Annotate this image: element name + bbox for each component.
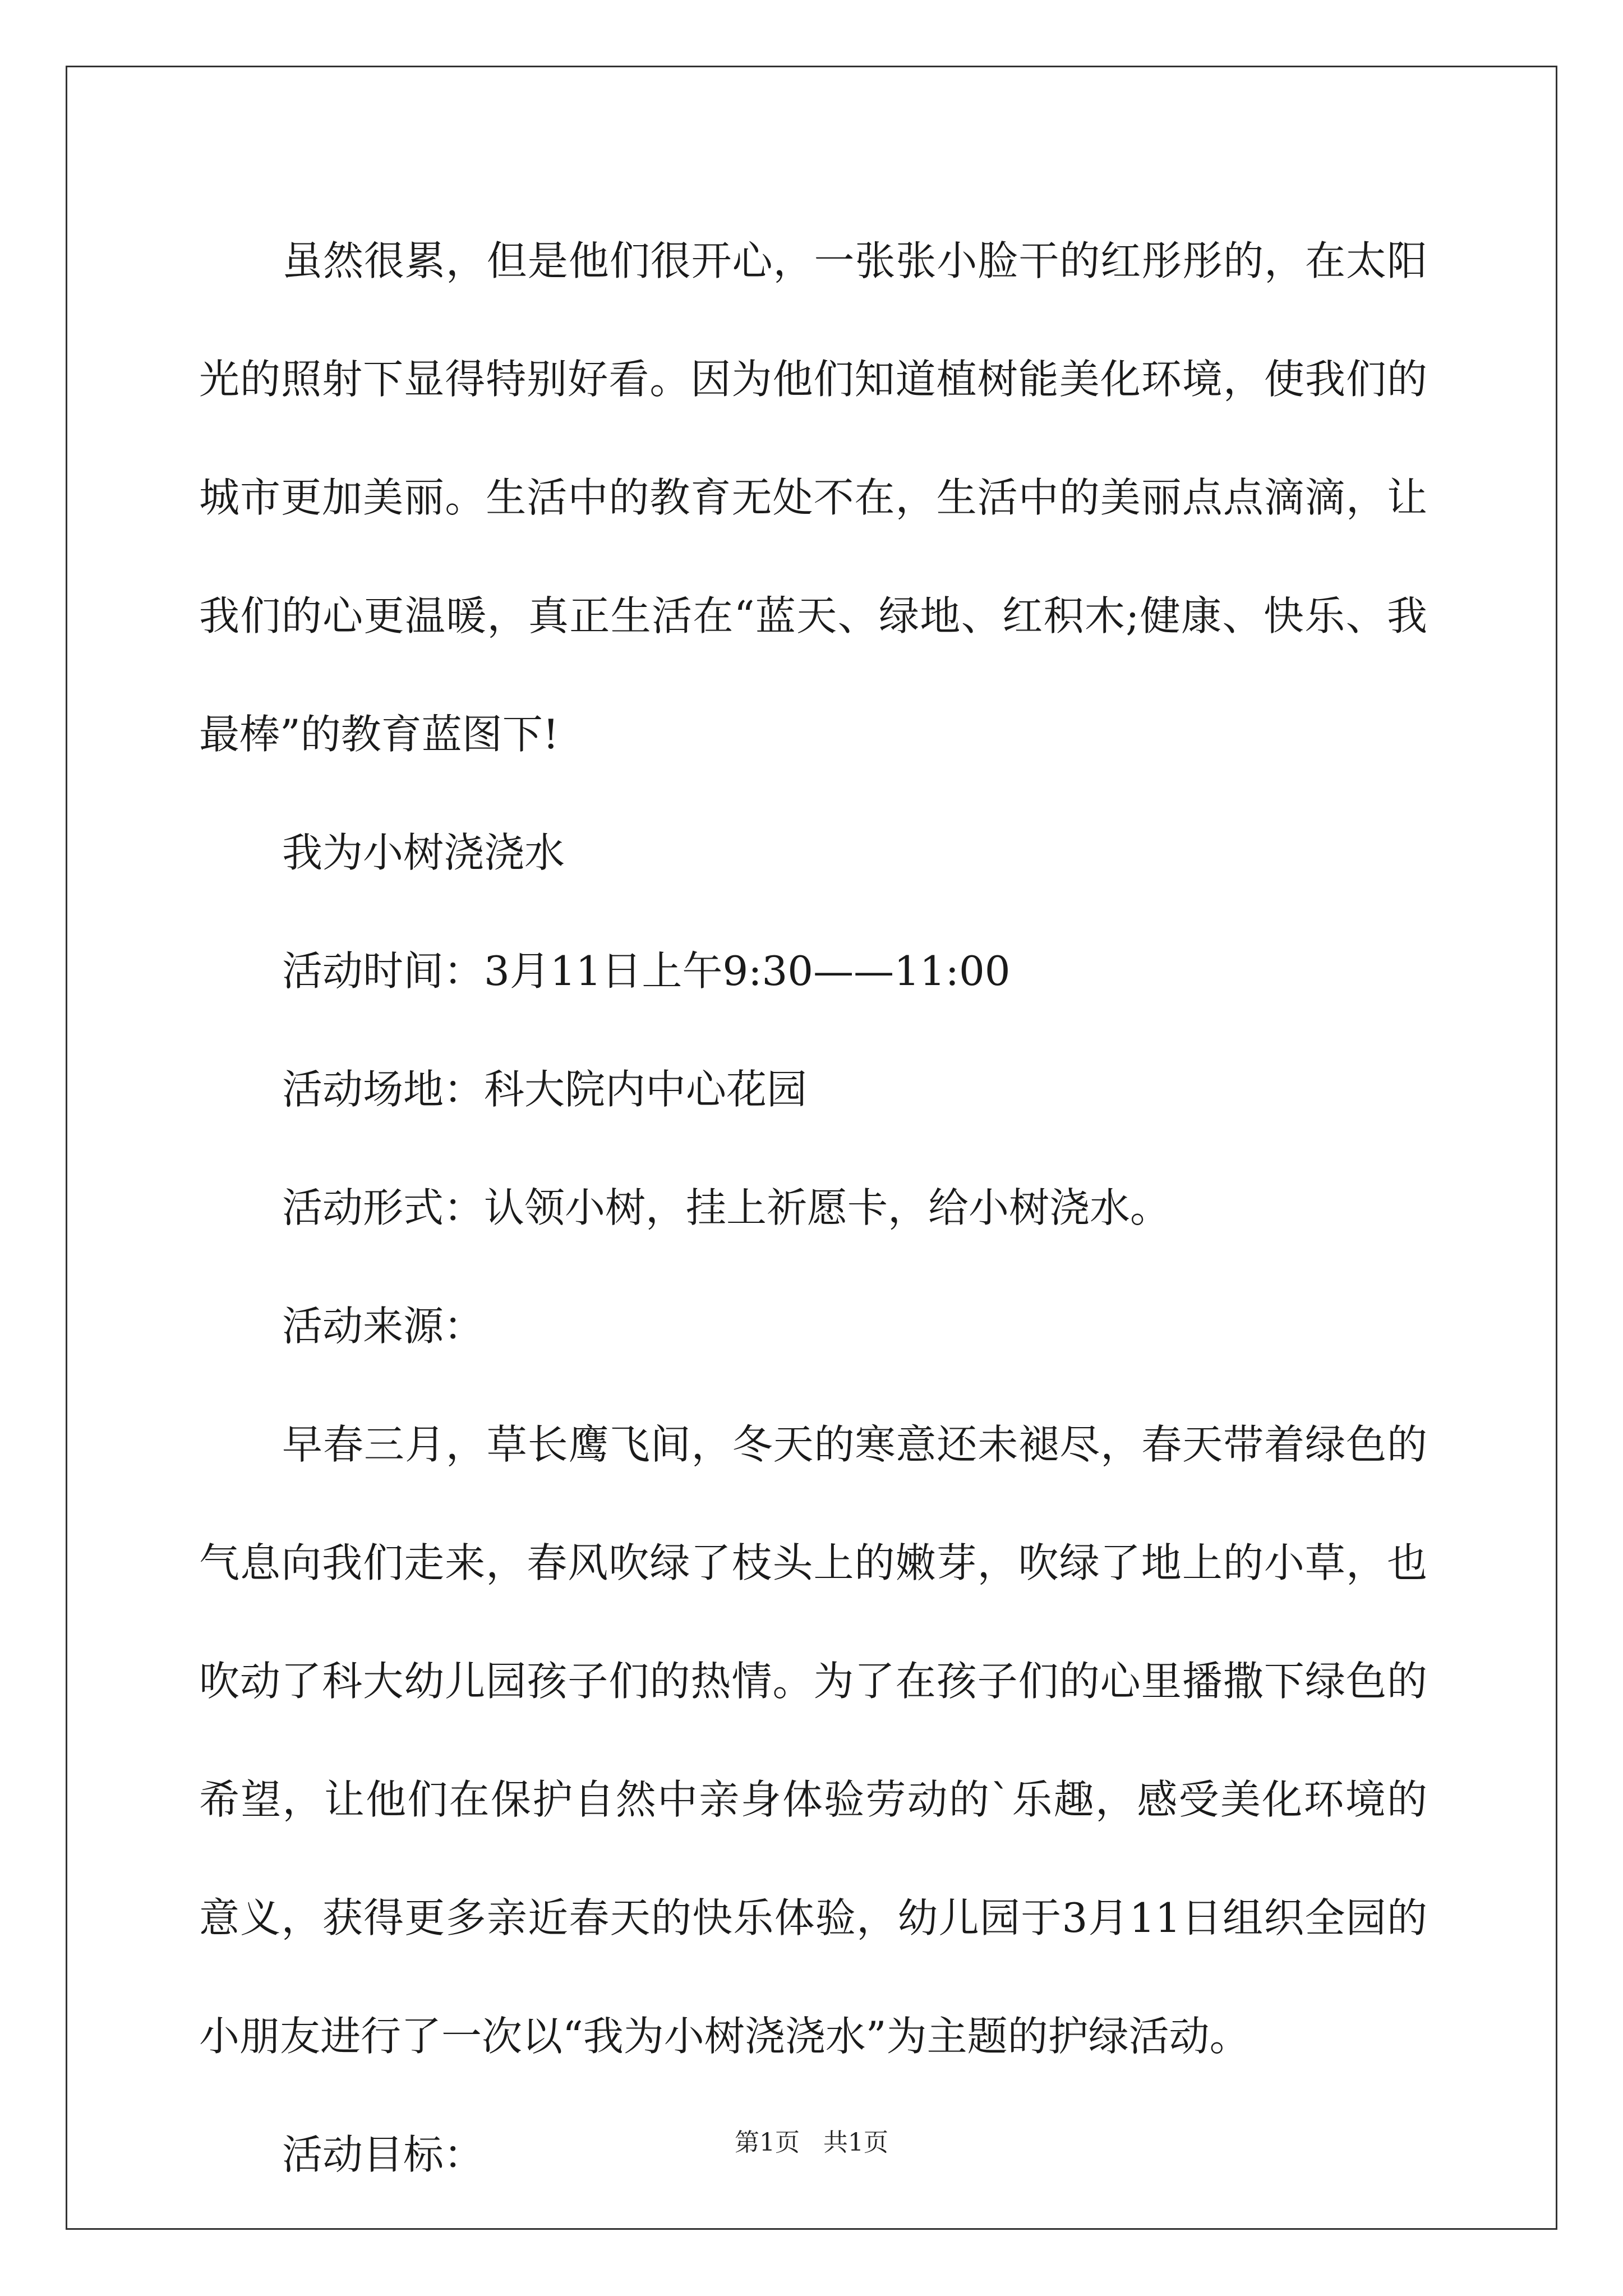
- page-number: 第1页: [735, 2128, 800, 2157]
- activity-venue: 活动场地：科大院内中心花园: [282, 1066, 808, 1113]
- page-footer: [0, 2126, 1623, 2160]
- activity-time: 活动时间：3月11日上午9:30——11:00: [282, 947, 1011, 995]
- document-body: [199, 202, 1427, 2214]
- section-title: 我为小树浇浇水: [282, 829, 565, 876]
- activity-goals-heading: 活动目标：: [282, 2131, 485, 2178]
- activity-format: 活动形式：认领小树，挂上祈愿卡，给小树浇水。: [282, 1184, 1171, 1231]
- activity-source-heading: 活动来源：: [282, 1303, 485, 1350]
- paragraph-summary: 虽然很累，但是他们很开心，一张张小脸干的红彤彤的，在太阳光的照射下显得特别好看。因为他们知道植树能美化环境，使我们的城市更加美丽。生活中的教育无处不在，生活中的美丽点点滴滴，让我们的心更温暖，真正生活在“蓝天、绿地、红积木;健康、快乐、我最棒”的教育蓝图下!: [199, 237, 1427, 758]
- page-total: 共1页: [823, 2128, 888, 2157]
- activity-source-body: 早春三月，草长鹰飞间，冬天的寒意还未褪尽，春天带着绿色的气息向我们走来，春风吹绿了枝头上的嫩芽，吹绿了地上的小草，也吹动了科大幼儿园孩子们的热情。为了在孩子们的心里播撒下绿色的希望，让他们在保护自然中亲身体验劳动的`乐趣，感受美化环境的意义，获得更多亲近春天的快乐体验，幼儿园于3月11日组织全园的小朋友进行了一次以“我为小树浇浇水”为主题的护绿活动。: [199, 1421, 1427, 2060]
